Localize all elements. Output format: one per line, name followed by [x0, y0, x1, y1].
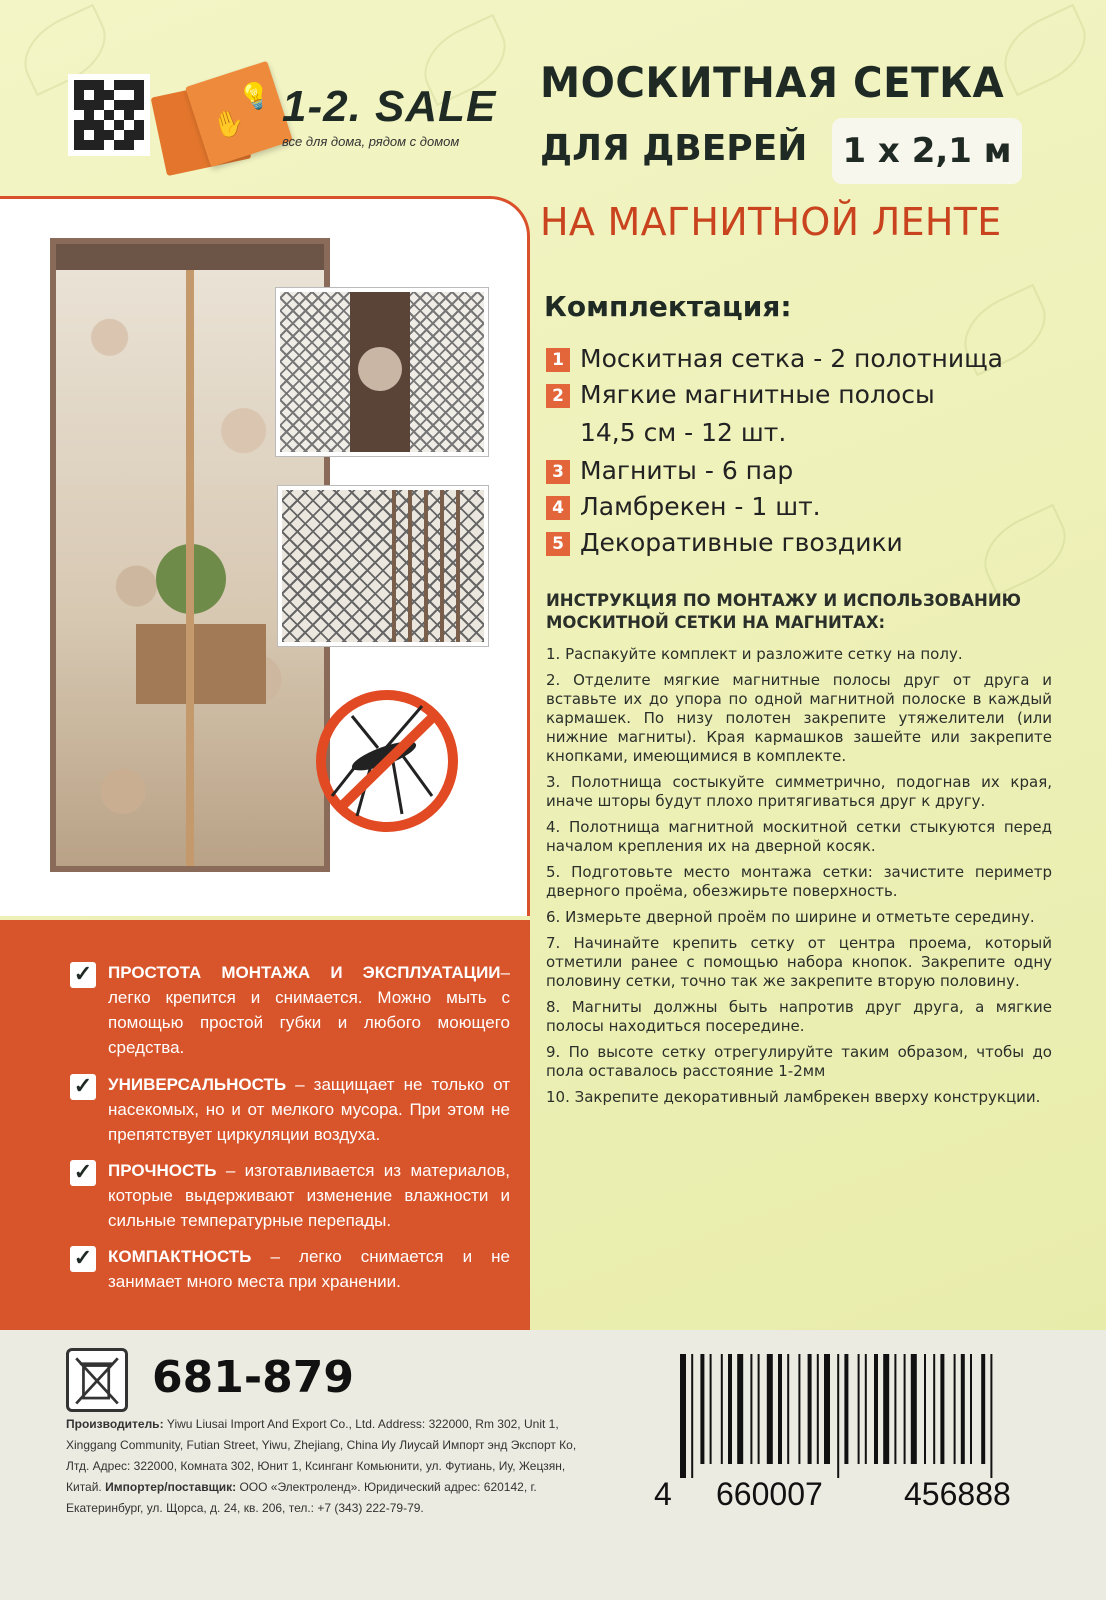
instruction-step: 6. Измерьте дверной проём по ширине и отметьте середину.	[546, 908, 1035, 926]
checkmark-icon: ✓	[70, 962, 96, 988]
barcode-bar	[883, 1354, 889, 1464]
item-text: Мягкие магнитные полосы	[580, 380, 935, 409]
feature-text: – легко снимается и не занимает много места при хранении.	[108, 1247, 510, 1291]
feature-title: ПРОСТОТА МОНТАЖА И ЭКСПЛУАТАЦИИ	[108, 963, 501, 982]
feature-title: КОМПАКТНОСТЬ	[108, 1247, 252, 1266]
barcode-bar	[954, 1354, 956, 1464]
barcode-bar	[778, 1354, 782, 1464]
barcode-bar	[858, 1354, 860, 1464]
instruction-step: 7. Начинайте крепить сетку от центра проема, который отметили ранее с помощью набора кнопок. Закрепите одну половину сетки, точно так же закрепите вторую половину.	[546, 934, 1052, 990]
barcode-bar	[894, 1354, 896, 1464]
feature-item	[70, 1158, 510, 1233]
maker-label: Производитель:	[66, 1417, 164, 1431]
instruction-step: 3. Полотнища состыкуйте симметрично, подогнав их края, иначе шторы будут плохо притягиваться друг к другу.	[546, 773, 1052, 810]
barcode-bar	[970, 1354, 972, 1464]
barcode-bar	[808, 1354, 812, 1464]
feature-item	[70, 1244, 510, 1294]
barcode-bar	[990, 1354, 992, 1478]
valance	[56, 244, 324, 270]
item-number: 4	[546, 496, 570, 520]
barcode-digits-right: 456888	[904, 1476, 1011, 1512]
table-shape	[136, 624, 266, 704]
no-mosquito-icon	[312, 686, 462, 836]
barcode-bar	[691, 1354, 693, 1478]
instructions-list	[546, 645, 1052, 1114]
feature-item	[70, 1072, 510, 1147]
barcode-bar	[837, 1354, 839, 1478]
feature-text: – изготавливается из материалов, которые выдерживают изменение влажности и сильные температурные перепады.	[108, 1161, 510, 1230]
feature-title: УНИВЕРСАЛЬНОСТЬ	[108, 1075, 287, 1094]
barcode-bar	[981, 1354, 985, 1464]
importer-text: ООО «Электроленд». Юридический адрес: 620142, г. Екатеринбург, ул. Щорса, д. 24, кв. 206, тел.: +7 (343) 222-79-79.	[66, 1480, 537, 1515]
barcode-bar	[924, 1354, 926, 1464]
barcode-digit: 4	[654, 1476, 672, 1512]
barcode	[678, 1354, 1068, 1478]
instruction-step: 10. Закрепите декоративный ламбрекен вверху конструкции.	[546, 1088, 1041, 1106]
feature-text: – защищает не только от насекомых, но и от мелкого мусора. При этом не препятствует циркуляции воздуха.	[108, 1075, 510, 1144]
barcode-bar	[933, 1354, 935, 1464]
size-badge: 1 x 2,1 м	[832, 118, 1022, 184]
complectation-item	[546, 456, 793, 485]
product-title-line1: МОСКИТНАЯ СЕТКА	[540, 58, 1005, 107]
article-number: 681-879	[152, 1352, 354, 1403]
lightbulb-icon: 💡	[235, 77, 276, 117]
instruction-step: 9. По высоте сетку отрегулируйте таким образом, чтобы до пола оставалось расстояние 1-2мм	[546, 1043, 1052, 1080]
barcode-bar	[787, 1354, 789, 1464]
crossed-bin-icon	[66, 1348, 128, 1412]
magnetic-seam	[186, 270, 194, 866]
importer-label: Импортер/поставщик:	[105, 1480, 237, 1494]
barcode-digits-left: 660007	[716, 1476, 823, 1512]
barcode-bar	[680, 1354, 686, 1478]
feature-text: – легко крепится и снимается. Можно мыть с помощью простой губки и любого моющего средства.	[108, 963, 510, 1057]
barcode-bar	[817, 1354, 819, 1464]
barcode-bar	[865, 1354, 867, 1464]
qr-code-icon	[68, 74, 150, 156]
checkmark-icon: ✓	[70, 1246, 96, 1272]
barcode-bar	[824, 1354, 830, 1464]
instructions-heading: ИНСТРУКЦИЯ ПО МОНТАЖУ И ИСПОЛЬЗОВАНИЮ МОСКИТНОЙ СЕТКИ НА МАГНИТАХ:	[546, 591, 1022, 632]
complectation-heading: Комплектация:	[544, 290, 792, 323]
instruction-step: 4. Полотнища магнитной москитной сетки стыкуются перед началом крепления их на дверной косяк.	[546, 818, 1052, 855]
barcode-bar	[721, 1354, 723, 1464]
complectation-item	[580, 418, 786, 447]
checkmark-icon: ✓	[70, 1160, 96, 1186]
item-text: Ламбрекен - 1 шт.	[580, 492, 821, 521]
instruction-step: 1. Распакуйте комплект и разложите сетку на полу.	[546, 645, 963, 663]
magnet-closeup-photo	[276, 288, 488, 456]
mesh-closeup-photo	[278, 486, 488, 646]
barcode-bar	[844, 1354, 848, 1464]
item-number: 2	[546, 384, 570, 408]
item-text: 14,5 см - 12 шт.	[580, 418, 787, 447]
brand-tagline: все для дома, рядом с домом	[282, 134, 460, 149]
barcode-bar	[767, 1354, 773, 1464]
complectation-item	[546, 380, 935, 409]
product-title-line2: ДЛЯ ДВЕРЕЙ	[540, 128, 808, 169]
leaf-decoration	[972, 504, 1079, 596]
item-number: 3	[546, 460, 570, 484]
manufacturer-info	[66, 1414, 590, 1519]
product-subtitle: НА МАГНИТНОЙ ЛЕНТЕ	[540, 200, 1002, 244]
item-text: Москитная сетка - 2 полотнища	[580, 344, 1003, 373]
barcode-bar	[798, 1354, 800, 1464]
barcode-bar	[874, 1354, 878, 1464]
hand-icon: ✋	[208, 105, 250, 144]
barcode-bar	[737, 1354, 743, 1464]
leaf-decoration	[992, 4, 1099, 96]
item-text: Магниты - 6 пар	[580, 456, 794, 485]
barcode-bar	[961, 1354, 965, 1464]
complectation-item	[546, 528, 903, 557]
checkmark-icon: ✓	[70, 1074, 96, 1100]
maker-text: Yiwu Liusai Import And Export Co., Ltd. Address: 322000, Rm 302, Unit 1, Xinggang Community, Futian Street, Yiwu, Zhejiang, China Иу Лиусай Импорт энд Экспорт Ко, Лтд. Адрес: 322000, Комната 302, Юнит 1, Ксинганг Комьюнити, ул. Футиань, Иу, Жецзян, Китай.	[66, 1417, 577, 1494]
barcode-bar	[911, 1354, 917, 1464]
item-number: 5	[546, 532, 570, 556]
barcode-bar	[904, 1354, 906, 1464]
item-number: 1	[546, 348, 570, 372]
barcode-bar	[700, 1354, 704, 1464]
instruction-step: 8. Магниты должны быть напротив друг друга, а мягкие полосы находиться посередине.	[546, 998, 1052, 1035]
feature-title: ПРОЧНОСТЬ	[108, 1161, 217, 1180]
barcode-bar	[758, 1354, 760, 1464]
barcode-bar	[940, 1354, 944, 1464]
barcode-bar	[710, 1354, 712, 1464]
complectation-item	[546, 344, 1003, 373]
complectation-item	[546, 492, 821, 521]
instruction-step: 5. Подготовьте место монтажа сетки: зачистите периметр дверного проёма, обезжирьте поверхность.	[546, 863, 1052, 900]
barcode-bar	[750, 1354, 752, 1464]
brand-name: 1-2. SALE	[282, 82, 497, 131]
feature-item	[70, 960, 510, 1060]
barcode-bar	[728, 1354, 732, 1464]
instruction-step: 2. Отделите мягкие магнитные полосы друг от друга и вставьте их до упора по одной магнитной полоске в каждый кармашек. По низу полотен закрепите утяжелители (или нижние магниты). Края кармашков зашейте или закрепите кнопками, имеющимися в комплекте.	[546, 671, 1052, 765]
item-text: Декоративные гвоздики	[580, 528, 903, 557]
